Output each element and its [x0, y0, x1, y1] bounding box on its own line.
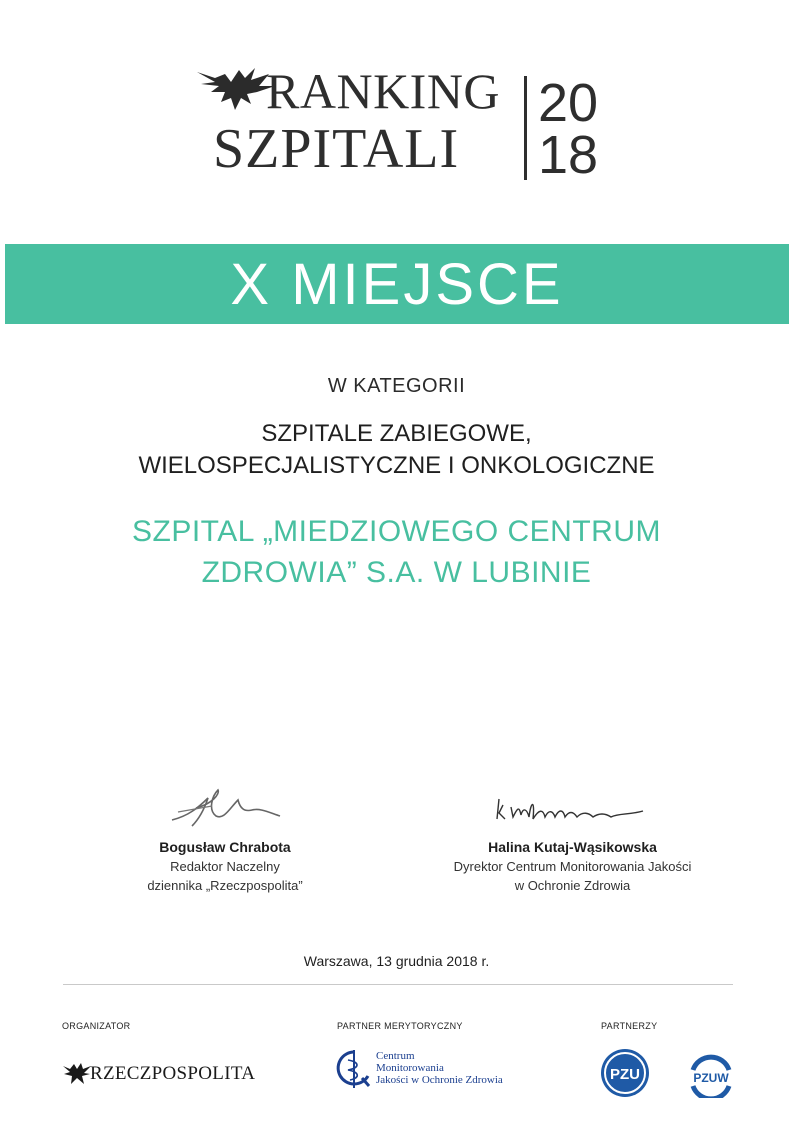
category-intro: W KATEGORII	[327, 375, 466, 397]
partner-merit-label: PARTNER MERYTORYCZNY	[337, 1021, 463, 1031]
organizer-label: ORGANIZATOR	[62, 1021, 131, 1031]
pzuw-logo-text: PZUW	[693, 1071, 729, 1085]
signature-right	[493, 795, 653, 823]
place-banner	[5, 244, 789, 324]
eagle-icon	[62, 1060, 92, 1086]
category-name-line-2: WIELOSPECJALISTYCZNE I ONKOLOGICZNE	[138, 452, 655, 479]
hospital-name-line-1: SZPITAL „MIEDZIOWEGO CENTRUM	[132, 515, 661, 548]
issue-date: Warszawa, 13 grudnia 2018 r.	[303, 953, 490, 969]
signature-left	[168, 786, 284, 830]
logo-word-ranking: RANKING	[266, 63, 501, 119]
pzuw-logo	[685, 1046, 737, 1098]
rzeczpospolita-logo-text: RZECZPOSPOLITA	[90, 1063, 256, 1084]
eagle-icon	[195, 64, 277, 112]
partners-label: PARTNERZY	[601, 1021, 658, 1031]
signatory-role: w Ochronie Zdrowia	[514, 878, 631, 893]
pzu-logo	[599, 1046, 651, 1098]
footer-divider	[63, 984, 733, 985]
category-name-line-1: SZPITALE ZABIEGOWE,	[261, 420, 532, 447]
caduceus-icon	[336, 1048, 372, 1090]
cmj-logo-text: Jakości w Ochronie Zdrowia	[376, 1074, 503, 1086]
signatory-name: Bogusław Chrabota	[159, 839, 291, 855]
signatory-role: dziennika „Rzeczpospolita”	[147, 878, 303, 893]
cmj-logo-text: Monitorowania	[376, 1062, 444, 1074]
pzu-logo-text: PZU	[610, 1066, 640, 1083]
signatory-name: Halina Kutaj-Wąsikowska	[488, 839, 657, 855]
signatory-left	[95, 838, 355, 895]
signatory-right	[415, 838, 730, 895]
logo-year-bottom: 18	[538, 125, 599, 185]
cmj-logo-text: Centrum	[376, 1050, 415, 1062]
signatory-role: Redaktor Naczelny	[170, 859, 280, 874]
hospital-name-line-2: ZDROWIA” S.A. W LUBINIE	[201, 556, 592, 589]
cmj-logo	[336, 1046, 516, 1094]
logo-divider	[524, 76, 527, 180]
place-title: X MIEJSCE	[230, 251, 564, 317]
signatory-role: Dyrektor Centrum Monitorowania Jakości	[453, 859, 692, 874]
logo-year-top: 20	[538, 73, 599, 133]
logo-word-szpitali: SZPITALI	[213, 118, 460, 180]
